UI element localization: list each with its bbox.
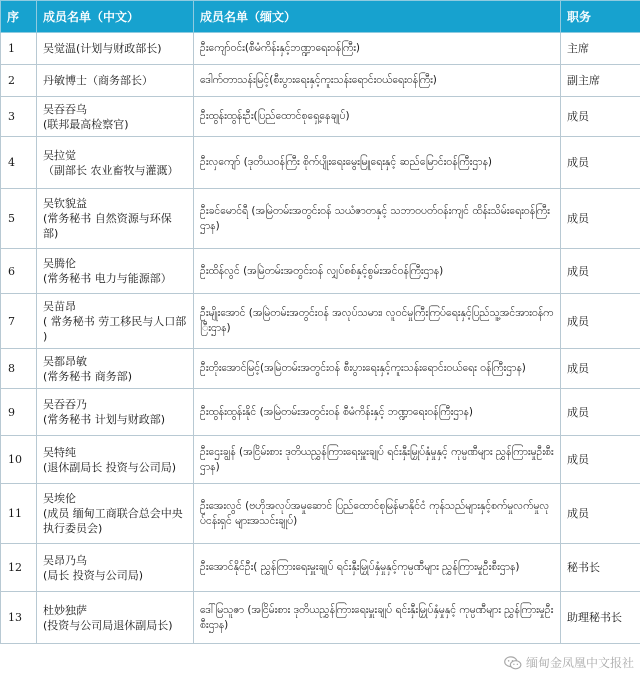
table-body xyxy=(1,33,640,644)
row-role: 助理秘书长 xyxy=(561,592,640,644)
table-row xyxy=(1,592,640,644)
watermark-text: 缅甸金凤凰中文报社 xyxy=(525,656,634,670)
table-row xyxy=(1,137,640,189)
row-name-cn: 吴苗昂 ( 常务秘书 劳工移民与人口部 ) xyxy=(37,294,194,349)
row-name-cn: 吴埃伦 (成员 缅甸工商联合总会中央执行委员会) xyxy=(37,484,194,544)
row-role: 成员 xyxy=(561,436,640,484)
row-index: 3 xyxy=(1,97,37,137)
row-index: 10 xyxy=(1,436,37,484)
row-name-mm: ဒေါ်မြသူဇာ (အငြိမ်းစား ဒုတိယညွှန်ကြားရေးမှူးချုပ် ရင်းနှီးမြှုပ်နှံမှုနှင့် ကုမ္ပဏီများ ညွှန်ကြားမှုဦးစီးဌာန) xyxy=(194,592,561,644)
header-name-cn: 成员名单（中文） xyxy=(37,1,194,33)
row-name-cn: 杜妙独萨 (投资与公司局退休副局长) xyxy=(37,592,194,644)
row-index: 13 xyxy=(1,592,37,644)
row-name-mm: ဦးထွန်းထွန်းဦး(ပြည်ထောင်စုရှေ့နေချုပ်) xyxy=(194,97,561,137)
row-name-cn: 吴昂乃乌 (局长 投资与公司局) xyxy=(37,544,194,592)
row-name-cn: 吴都昂敏 (常务秘书 商务部) xyxy=(37,349,194,389)
wechat-icon xyxy=(504,656,522,670)
row-name-mm: ဒေါက်တာသန်းမြင့်(စီးပွားရေးနှင့်ကူးသန်းရောင်းဝယ်ရေးဝန်ကြီး) xyxy=(194,65,561,97)
row-name-mm: ဦးမျိုးအောင် (အမြဲတမ်းအတွင်းဝန် အလုပ်သမား၊ လူဝင်မှုကြီးကြပ်ရေးနှင့်ပြည်သူ့အင်အားဝန်ကြီးဌာန) xyxy=(194,294,561,349)
row-name-mm: ဦးခင်မောင်ရီ (အမြဲတမ်းအတွင်းဝန် သယံဇာတနှင့် သဘာဝပတ်ဝန်းကျင် ထိန်းသိမ်းရေးဝန်ကြီးဌာန) xyxy=(194,189,561,249)
row-index: 7 xyxy=(1,294,37,349)
header-index: 序 xyxy=(1,1,37,33)
row-index: 11 xyxy=(1,484,37,544)
table-row xyxy=(1,294,640,349)
row-index: 2 xyxy=(1,65,37,97)
row-role: 副主席 xyxy=(561,65,640,97)
row-role: 成员 xyxy=(561,294,640,349)
table-row xyxy=(1,97,640,137)
row-name-cn: 吴吞吞乌 (联邦最高检察官) xyxy=(37,97,194,137)
header-role: 职务 xyxy=(561,1,640,33)
table-row xyxy=(1,544,640,592)
row-name-mm: ဦးအောင်နိုင်ဦး( ညွှန်ကြားရေးမှူးချုပ် ရင်းနှီးမြှုပ်နှံမှုနှင့်ကုမ္ပဏီများ ညွှန်ကြားမှုဦးစီးဌာန) xyxy=(194,544,561,592)
table-row xyxy=(1,436,640,484)
header-row xyxy=(1,1,640,33)
row-role: 成员 xyxy=(561,249,640,294)
row-role: 成员 xyxy=(561,389,640,436)
watermark xyxy=(504,654,634,671)
row-name-cn: 丹敏博士（商务部长） xyxy=(37,65,194,97)
row-name-mm: ဦးထွန်းထွန်းနိုင် (အမြဲတမ်းအတွင်းဝန် စီမံကိန်းနှင့် ဘဏ္ဍာရေးဝန်ကြီးဌာန) xyxy=(194,389,561,436)
row-role: 成员 xyxy=(561,349,640,389)
row-index: 12 xyxy=(1,544,37,592)
table-row xyxy=(1,484,640,544)
table-row xyxy=(1,33,640,65)
table-row xyxy=(1,389,640,436)
header-name-mm: 成员名单（缅文） xyxy=(194,1,561,33)
row-name-mm: ဦးကျော်ဝင်း(စီမံကိန်းနှင့်ဘဏ္ဍာရေးဝန်ကြီး) xyxy=(194,33,561,65)
row-name-mm: ဦးဌေးချွန် (အငြိမ်းစား ဒုတိယညွှန်ကြားရေးမှူးချုပ် ရင်းနှီးမြှုပ်နှံမှုနှင့် ကုမ္ပဏီများ ညွှန်ကြားမှုဦးစီးဌာန) xyxy=(194,436,561,484)
table-row xyxy=(1,189,640,249)
row-index: 1 xyxy=(1,33,37,65)
row-name-mm: ဦးတိုးအောင်မြင့်(အမြဲတမ်းအတွင်းဝန် စီးပွားရေးနှင့်ကူးသန်းရောင်းဝယ်ရေး ဝန်ကြီးဌာန) xyxy=(194,349,561,389)
row-role: 主席 xyxy=(561,33,640,65)
table-row xyxy=(1,65,640,97)
row-name-cn: 吴特纯 (退休副局长 投资与公司局) xyxy=(37,436,194,484)
row-role: 成员 xyxy=(561,137,640,189)
row-index: 4 xyxy=(1,137,37,189)
row-index: 5 xyxy=(1,189,37,249)
row-name-mm: ဦးထိန်လွင် (အမြဲတမ်းအတွင်းဝန် လျှပ်စစ်နှင့်စွမ်းအင်ဝန်ကြီးဌာန) xyxy=(194,249,561,294)
row-name-cn: 吴觉温(计划与财政部长) xyxy=(37,33,194,65)
row-role: 成员 xyxy=(561,484,640,544)
row-name-cn: 吴腾伦 (常务秘书 电力与能源部） xyxy=(37,249,194,294)
row-role: 秘书长 xyxy=(561,544,640,592)
row-role: 成员 xyxy=(561,97,640,137)
row-name-mm: ဦးအေးလွင် (ဗဟိုအလုပ်အမှုဆောင် ပြည်ထောင်စုမြန်မာနိုင်ငံ ကုန်သည်များနှင့်စက်မှုလက်မှုလုပ်ငန်းရှင် များအသင်းချုပ်) xyxy=(194,484,561,544)
row-index: 8 xyxy=(1,349,37,389)
row-name-cn: 吴拉觉 （副部长 农业畜牧与灌溉） xyxy=(37,137,194,189)
row-role: 成员 xyxy=(561,189,640,249)
row-index: 6 xyxy=(1,249,37,294)
row-index: 9 xyxy=(1,389,37,436)
table-header xyxy=(1,1,640,33)
row-name-cn: 吴吞吞乃 (常务秘书 计划与财政部) xyxy=(37,389,194,436)
table-row xyxy=(1,249,640,294)
table-row xyxy=(1,349,640,389)
row-name-cn: 吴钦貌益 (常务秘书 自然资源与环保部) xyxy=(37,189,194,249)
row-name-mm: ဦးလှကျော် (ဒုတိယဝန်ကြီး စိုက်ပျိုးရေးမွေးမြူရေးနှင့် ဆည်မြောင်းဝန်ကြီးဌာန) xyxy=(194,137,561,189)
